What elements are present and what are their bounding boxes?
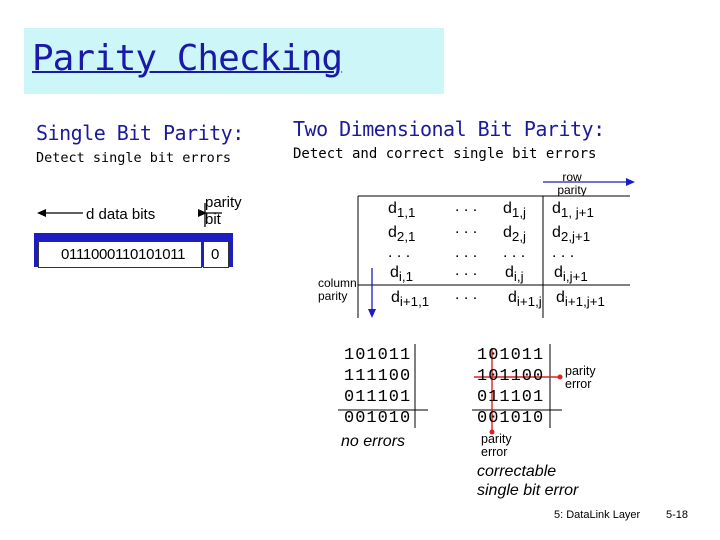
slide-title: Parity Checking (32, 38, 343, 79)
matrix-cell-dip1jp1-sub: i+1,j+1 (564, 294, 605, 310)
two-d-parity-heading: Two Dimensional Bit Parity: (293, 117, 605, 141)
correctable-caption-line1: correctable (477, 463, 557, 480)
matrix-cell-d2jp1-main: d (552, 224, 561, 241)
correctable-caption-line2: single bit error (477, 482, 579, 499)
column-parity-error-label (481, 433, 512, 459)
matrix-cell-dip1j-sub: i+1,j (516, 294, 542, 310)
example-right-row: 001010 (477, 409, 545, 428)
row-parity-error-line2: error (565, 377, 592, 391)
matrix-cell-dots-34: . . . (552, 244, 575, 261)
matrix-cell-di1-sub: i,1 (398, 269, 413, 285)
matrix-cell-dots-31: . . . (388, 244, 411, 261)
matrix-cell-d1j-sub: 1,j (511, 205, 526, 221)
matrix-cell-dijp1-main: d (554, 264, 563, 281)
example-left-row: 011101 (344, 388, 412, 407)
matrix-cell-d21-sub: 2,1 (396, 229, 416, 245)
matrix-cell-d2jp1-sub: 2,j+1 (560, 229, 591, 245)
matrix-cell-d11-sub: 1,1 (396, 205, 416, 221)
matrix-cell-d21-main: d (388, 224, 397, 241)
column-parity-error-line2: error (481, 445, 508, 459)
example-left-row: 101011 (344, 346, 412, 365)
matrix-cell-di1-main: d (390, 264, 399, 281)
matrix-cell-dip1j-main: d (508, 289, 517, 306)
parity-bit-label-line1: parity (205, 194, 242, 211)
row-parity-label-line1: row (562, 170, 582, 184)
example-right-row: 101011 (477, 346, 545, 365)
bit-string: 0111000110101011 (61, 246, 186, 263)
parity-bit-label-line2: bit (205, 211, 221, 228)
matrix-cell-dij-main: d (505, 264, 514, 281)
footer-chapter: 5: DataLink Layer (554, 509, 641, 521)
matrix-cell-d11-main: d (388, 200, 397, 217)
example-right-row: 011101 (477, 388, 545, 407)
matrix-cell-d1jp1-sub: 1, j+1 (560, 205, 594, 221)
column-parity-error-line1: parity (481, 432, 512, 446)
column-parity-label-line2: parity (318, 289, 348, 303)
matrix-cell-dij-sub: i,j (513, 269, 524, 285)
matrix-cell-d2j-sub: 2,j (511, 229, 526, 245)
example-right-row: 101100 (477, 367, 545, 386)
footer-page-number: 5-18 (666, 509, 689, 521)
column-parity-label-line1: column (318, 276, 357, 290)
no-errors-caption: no errors (341, 433, 406, 450)
correctable-caption (477, 462, 578, 500)
matrix-cell-dip11-sub: i+1,1 (399, 294, 430, 310)
matrix-cell-dip1jp1-main: d (556, 289, 565, 306)
single-parity-subheading: Detect single bit errors (36, 150, 232, 166)
matrix-cell-d1j-main: d (503, 200, 512, 217)
matrix-cell-dots-22: . . . (455, 220, 478, 237)
data-bits-label: d data bits (86, 206, 156, 223)
matrix-cell-dots-32: . . . (455, 244, 478, 261)
matrix-cell-dots-12: . . . (455, 198, 478, 215)
row-parity-error-label (565, 365, 596, 391)
matrix-cell-dots-42: . . . (455, 262, 478, 279)
matrix-cell-dots-33: . . . (503, 244, 526, 261)
example-left-row: 111100 (344, 367, 412, 386)
matrix-cell-dots-52: . . . (455, 286, 478, 303)
example-left-matrix (344, 345, 411, 429)
matrix-cell-d1jp1-main: d (552, 200, 561, 217)
row-parity-label-line2: parity (557, 183, 587, 197)
example-right-matrix (477, 345, 544, 429)
matrix-cell-dip11-main: d (391, 289, 400, 306)
parity-bit-value: 0 (211, 246, 220, 263)
single-parity-heading: Single Bit Parity: (36, 121, 244, 145)
two-d-parity-subheading: Detect and correct single bit errors (293, 146, 597, 162)
example-left-row: 001010 (344, 409, 412, 428)
matrix-cell-dijp1-sub: i,j+1 (562, 269, 588, 285)
matrix-cell-d2j-main: d (503, 224, 512, 241)
row-parity-error-line1: parity (565, 364, 596, 378)
